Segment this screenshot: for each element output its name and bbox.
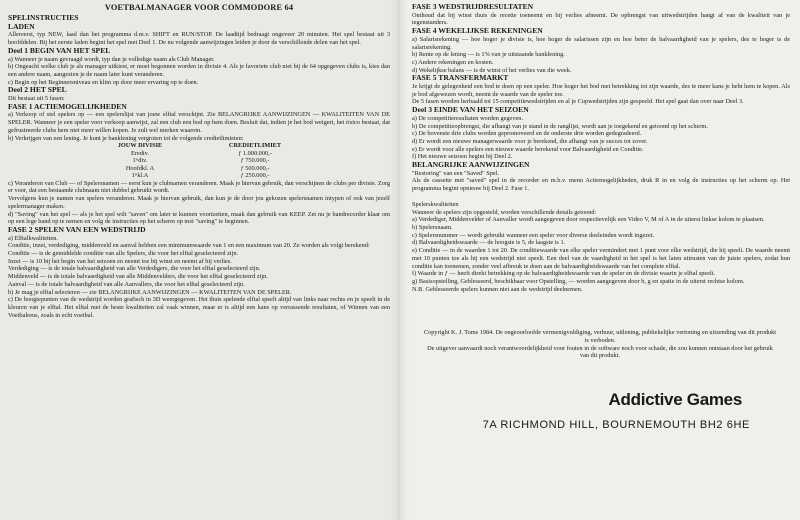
paragraph: Conditie — is de gemiddelde conditie van alle Spelers, die voor het elftal geselecteerd zijn. xyxy=(8,250,239,258)
paragraph: "Restoring" van een "Saved" Spel. xyxy=(412,169,500,177)
paragraph: d) "Saving" van het spel — als je het spel wilt "saven" om later te kunnen voortzetten, maak dan gebruik van KEEP. Zet nu je bandrecorder klaar om op een lege band op te nemen en volg de instructies op het scherm op met "saving" te beginnen. xyxy=(8,210,390,226)
section-heading: FASE 3 WEDSTRIJDRESULTATEN xyxy=(412,2,534,11)
paragraph: a) De competitieresultaten worden gegeven. xyxy=(412,114,524,122)
section-heading: SPELINSTRUCTIES xyxy=(8,13,79,22)
disclaimer-notice: De uitgever aanvaardt noch verantwoordelijkheid voor fouten in de software noch voor schade, die zou kunnen ontstaan door het gebruik van dit produkt. xyxy=(427,344,773,360)
paragraph: f) Het nieuwe seizoen begint bij Deel 2. xyxy=(412,153,513,161)
division-cell: Hoofdkl. A xyxy=(125,164,155,172)
table-row xyxy=(80,150,310,158)
section-heading: LADEN xyxy=(8,21,35,31)
limit-cell: ƒ 750.000,- xyxy=(240,157,270,165)
paragraph: d) Balvaardigheidswaarde — de hoogste is 5, de laagste is 1. xyxy=(412,239,566,247)
right-page-body xyxy=(412,3,790,293)
paragraph: Wanneer de spelers zijn opgesteld, worden verschillende details getoond: xyxy=(412,208,597,216)
paragraph: d) Wekelijkse balans — is de winst of het verlies van die week. xyxy=(412,66,572,74)
paragraph: c) De bovenste drie clubs worden gepromoveerd en de onderste drie worden gedegradeerd. xyxy=(412,130,642,138)
credit-limit-table xyxy=(80,142,310,180)
paragraph: a) Wanneer je naam gevraagd wordt, typ dan je volledige naam als Club Manager. xyxy=(8,55,215,63)
publisher-address: 7A RICHMOND HILL, BOURNEMOUTH BH2 6HE xyxy=(482,419,750,432)
paragraph: Middenveld — is de totale balvaardigheid van alle Middenvelders, die voor het elftal geselecteerd zijn. xyxy=(8,273,268,281)
division-cell: 1ˢᵗkl.A xyxy=(131,172,149,180)
section-heading: Deel 3 EINDE VAN HET SEIZOEN xyxy=(412,105,529,115)
right-page xyxy=(400,0,800,520)
limit-cell: ƒ 1.000.000,- xyxy=(238,149,272,157)
paragraph: c) Andere rekeningen en kosten. xyxy=(412,58,494,66)
left-page-body xyxy=(8,14,390,319)
section-heading: Deel 1 BEGIN VAN HET SPEL xyxy=(8,45,111,55)
table-row xyxy=(80,172,310,180)
paragraph: g) Basisopstelling, Geblesseerd, beschikbaar voor Opstelling, — worden aangegeven door b, g en spatie in de uiterst rechtse kolom. xyxy=(412,277,745,285)
section-heading: FASE 1 ACTIEMOGELIJKHEDEN xyxy=(8,101,127,111)
paragraph: b) Rente op de lening — is 1% van je uitstaande banklening. xyxy=(412,51,565,59)
limit-cell: ƒ 250.000,- xyxy=(240,172,270,180)
paragraph: Allereerst, typ NEW, laad dan het programma d.m.v. SHIFT en RUN/STOP. De laadtijd bedraagt ongeveer 20 minuten. Het spel bestaat uit 3 hoofddelen. Bij het eerste laden begint het spel met Deel 1. De nu volgende aanwijzingen leiden je door de verschillende delen van het spel. xyxy=(8,31,390,47)
paragraph: c) De hoogtepunten van de wedstrijd worden grafisch in 3D weergegeven. Het thuis spelende elftal speelt altijd van links naar rechts en je speelt in de kleuren van je elftal. Het elftal met de beste kwaliteiten zal vaak winnen, maar er is altijd een kans op verrassende resultaten, of Winnen van een Voetbalreus, zoals in echt voetbal. xyxy=(8,296,390,319)
section-heading: Deel 2 HET SPEL xyxy=(8,85,67,95)
publisher-logo: Addictive Games xyxy=(608,390,742,410)
paragraph: b) Verkrijgen van een lening. Je kunt je banklening vergroten tot de volgende credietlimieten: xyxy=(8,134,244,142)
paragraph: a) Verdediger, Middenvelder of Aanvaller wordt aangegeven door respectievelijk een Video V, M of A in de uiterst linkse kolom te plaatsen. xyxy=(412,216,765,224)
paragraph: b) De competitieopbrengst, die afhangt van je stand in de ranglijst, wordt aan je toegekend en getoond op het scherm. xyxy=(412,122,708,130)
section-heading: FASE 5 TRANSFERMARKT xyxy=(412,73,509,83)
division-cell: 1ˢᵗdiv. xyxy=(132,157,148,165)
paragraph: b) Ongeacht welke club je als manager uitkiest, er moet begonnen worden in divisie 4. Als je favoriete club niet bij de 64 opgegeven clubs is, kies dan een andere naam, aangezien je de naam later kunt veranderen. xyxy=(8,63,390,78)
paragraph: Dit bestaat uit 5 fasen: xyxy=(8,95,65,103)
paragraph: De 5 fasen worden herhaald tot 15 competitiewedstrijden en al je Cupwedstrijden zijn gespeeld. Het spel gaat dan over naar Deel 3. xyxy=(412,98,744,106)
paragraph: Aanval — is de totale balvaardigheid van alle Aanvallers, die voor het elftal geselecteerd zijn. xyxy=(8,280,245,288)
table-header-limit: CREDIETLIMIET xyxy=(228,142,282,150)
paragraph: c) Begin op het Beginnersniveau en klim op door meer ervaring op te doen. xyxy=(8,78,199,86)
paragraph: Verdediging — is de totale balvaardigheid van alle Verdedigers, die voor het elftal geselecteerd zijn. xyxy=(8,265,261,273)
paragraph: f) Waarde in ƒ — heeft direkt betrekking op de balvaardigheidswaarde van de speler en de divisie waarin je elftal speelt. xyxy=(412,270,716,278)
paragraph: b) Je mag je elftal selecteren — zie BELANGRIJKE AANWIJZINGEN — KWALITEITEN VAN DE SPELER. xyxy=(8,288,292,296)
credits-block xyxy=(412,329,790,360)
paragraph: Inzet — is 10 bij het begin van het seizoen en neemt toe bij winst en neemt af bij verlies. xyxy=(8,257,232,265)
paragraph: Als de cassette met "saved" spel in de recorder en m.b.v. menu Actiemogelijkheden, druk R in en volg de instructies op het scherm op. Het programma begint opnieuw bij Deel 2. Fase 1. xyxy=(412,177,790,193)
table-row xyxy=(80,157,310,165)
section-heading: BELANGRIJKE AANWIJZINGEN xyxy=(412,160,530,170)
section-heading: FASE 4 WEKELIJKSE REKENINGEN xyxy=(412,26,543,36)
paragraph: d) Er wordt een nieuwe managerwaarde voor je berekend, die afhangt van je succes tot zover. xyxy=(412,137,648,145)
paragraph: a) Elftalkwaliteiten. xyxy=(8,234,59,242)
table-header-division: JOUW DIVISIE xyxy=(117,142,163,150)
paragraph: c) Spelersnummer — wordt gebruikt wanneer een speler voor diverse doeleinden wordt ingezet. xyxy=(412,231,655,239)
paragraph: Conditie, inzet, verdediging, middenveld en aanval hebben een minimumwaarde van 1 en een maximum van 20. Ze worden als volgt berekend: xyxy=(8,242,370,250)
paragraph: Vervolgens kun je namen van spelers veranderen. Maak je hiervan gebruik, dan kun je de door jou gekozen spelersnamen intypen of ook van jezelf spelermanager maken. xyxy=(8,195,390,210)
section-heading: FASE 2 SPELEN VAN EEN WEDSTRIJD xyxy=(8,224,146,234)
copyright-notice: Copyright K. J. Toms 1984. De ongeoorloofde vermenigvuldiging, verhuur, uitlening, publiekelijke vertoning en uitzending van dit produkt is verboden. xyxy=(423,329,777,345)
paragraph: Onthoud dat bij winst thuis de recette toeneemt en bij verlies afneemt. De opbrengst van uitwedstrijden hangt af van de kwaliteit van je tegenstanders. xyxy=(412,11,790,27)
division-cell: Erediv. xyxy=(131,149,149,157)
table-header-row xyxy=(80,142,310,150)
limit-cell: ƒ 500.000,- xyxy=(240,164,270,172)
paragraph: Je krijgt de gelegenheid een bod te doen op een speler. Hoe hoger het bod met betrekking tot zijn waarde, des te meer kans je hebt hem te kopen. Als je bod afgewezen wordt, neemt de waarde van de speler toe. xyxy=(412,83,790,98)
paragraph: e) Er wordt voor alle spelers een nieuwe waarde berekend voor Balvaardigheid en Conditie. xyxy=(412,145,644,153)
paragraph: N.B. Geblesseerde spelers kunnen niet aan de wedstrijd deelnemen. xyxy=(412,285,583,293)
paragraph: a) Salarisrekening — hoe hoger je divisie is, hoe hoger de salarissen zijn en hoe beter de balvaardigheid van je spelers, des te hoger is de salarisrekening. xyxy=(412,35,790,51)
paragraph: a) Verkoop of stel spelers op — een spelerslijst van jouw elftal verschijnt. Zie BELANGRIJKE AANWIJZINGEN — KWALITEITEN VAN DE SPELER. Wanneer je een speler voor verkoop aanwijst, zal een club een bod op hem doen. Besluit dat, indien je het bod weigert, het risico bestaat, dat gefrustreerde clubs hem niet meer willen kopen. Je zult wel merken waarom. xyxy=(8,111,390,134)
document-title: VOETBALMANAGER VOOR COMMODORE 64 xyxy=(104,3,294,12)
spacer xyxy=(412,193,790,201)
table-row xyxy=(80,165,310,173)
paragraph: c) Veranderen van Club — of Spelersnamen — eerst kun je clubnamen veranderen. Maak je hiervan gebruik, dan verschijnen de clubs per divisie. Zorg er voor, dat een bestaande clubnaam niet dubbel gebruikt wordt. xyxy=(8,179,390,195)
paragraph: b) Spelersnaam. xyxy=(412,223,453,231)
paragraph: e) Conditie — in de waarden 1 tot 20. De conditiewaarde van elke speler vermindert met 1 punt voor elke wedstrijd, die hij speelt. De waarde neemt met 10 punten toe als hij een wedstrijd niet speelt. Een deel van de vaardigheid in het spel is het laten uitrusten van de juiste spelers, zodat hun conditie kan toenemen, zonder veel afbreuk te doen aan de balvaardigheidswaarde van het complete elftal. xyxy=(412,247,790,270)
paragraph: Spelerskwaliteiten xyxy=(412,200,459,208)
